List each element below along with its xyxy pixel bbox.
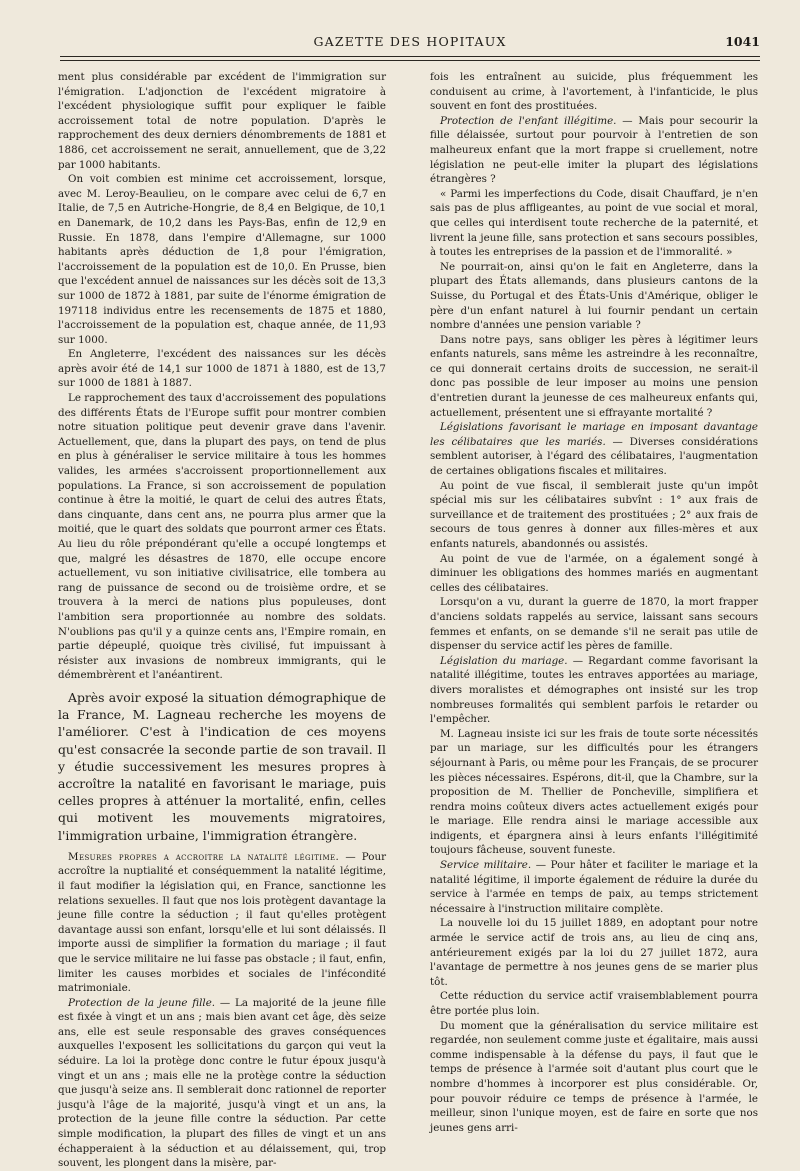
- paragraph: Au point de vue fiscal, il semblerait juste qu'un impôt spécial mis sur les célibataires subvînt : 1° aux frais de surveillance et de traitement des prostituées ; 2° aux frais de secours de tous genres à donner aux filles-mères et aux enfants naturels, abandonnés ou assistés.: [430, 479, 758, 550]
- section-heading: Protection de la jeune fille.: [68, 996, 216, 1009]
- paragraph: En Angleterre, l'excédent des naissances sur les décès après avoir été de 14,1 sur 1000 de 1871 à 1880, est de 13,7 sur 1000 de 1881 à 1887.: [58, 348, 386, 390]
- left-column: [58, 70, 386, 1170]
- section-heading: Législations favorisant le mariage en imposant davantage les célibataires que les mariés.: [430, 421, 758, 448]
- paragraph: ment plus considérable par excédent de l'immigration sur l'émigration. L'adjonction de l'excédent migratoire à l'excédent physiologique suffit pour expliquer le faible accroissement total de notre population. D'après le rapprochement des deux derniers dénombrements de 1881 et 1886, cet accroissement ne serait, annuellement, que de 3,22 par 1000 habitants.: [58, 71, 386, 171]
- paragraph: Dans notre pays, sans obliger les pères à légitimer leurs enfants naturels, sans même les astreindre à les reconnaître, ce qui donnerait certains droits de succession, ne serait-il donc pas possible de leur imposer au moins une pension d'entretien durant la jeunesse de ces malheureux enfants qui, actuellement, présentent une si effrayante mortalité ?: [430, 333, 758, 419]
- paragraph-text: — Mais pour secourir la fille délaissée, surtout pour pourvoir à l'entretien de son malheureux enfant que la mort frappe si cruellement, notre législation ne peut-elle imiter la plupart des législations étrangères ?: [430, 114, 758, 186]
- paragraph-text: — Diverses considérations semblent autoriser, à l'égard des célibataires, l'augmentation de certaines obligations fiscales et militaires.: [430, 435, 758, 478]
- lead-paragraph: Après avoir exposé la situation démographique de la France, M. Lagneau recherche les moyens de l'améliorer. C'est à l'indication de ces moyens qu'est consacrée la seconde partie de son travail. Il y étudie successivement les mesures propres à accroître la natalité en favorisant le mariage, puis celles propres à atténuer la mortalité, enfin, celles qui motivent les mouvements migratoires, l'immigration urbaine, l'immigration étrangère.: [58, 689, 386, 843]
- paragraph: [430, 420, 758, 478]
- right-column: [430, 70, 758, 1160]
- paragraph-text: — Pour accroître la nuptialité et conséquemment la natalité légitime, il faut modifier la législation qui, en France, sanctionne les relations sexuelles. Il faut que nos lois protègent davantage la jeune fille contre la séduction ; il faut qu'elles protègent davantage aussi son enfant, lorsqu'elle et lui sont délaissés. Il importe aussi de simplifier la formation du mariage ; il faut que le service militaire ne lui fasse pas obstacle ; il faut, enfin, limiter les causes morbides et sociales de l'infécondité matrimoniale.: [58, 850, 386, 995]
- section-heading: Législation du mariage.: [440, 654, 568, 667]
- paragraph: Au point de vue de l'armée, on a également songé à diminuer les obligations des hommes mariés en augmentant celles des célibataires.: [430, 552, 758, 594]
- paragraph: Cette réduction du service actif vraisemblablement pourra être portée plus loin.: [430, 990, 758, 1017]
- paragraph: [430, 114, 758, 187]
- paragraph: Ne pourrait-on, ainsi qu'on le fait en Angleterre, dans la plupart des États allemands, dans plusieurs cantons de la Suisse, du Portugal et des États-Unis d'Amérique, obliger le père d'un enfant naturel à lui fournir pendant un certain nombre d'années une pension variable ?: [430, 260, 758, 332]
- running-header: [60, 34, 760, 54]
- paragraph: Lorsqu'on a vu, durant la guerre de 1870, la mort frapper d'anciens soldats rappelés au service, laissant sans secours femmes et enfants, on se demande s'il ne serait pas utile de dispenser du service actif les pères de famille.: [430, 596, 758, 653]
- section-heading: Service militaire.: [440, 859, 532, 872]
- section-heading: Protection de l'enfant illégitime.: [440, 114, 617, 127]
- paragraph: [58, 996, 386, 1171]
- paragraph: On voit combien est minime cet accroissement, lorsque, avec M. Leroy-Beaulieu, on le compare avec celui de 6,7 en Italie, de 7,5 en Autriche-Hongrie, de 8,4 en Belgique, de 10,1 en Danemark, de 10,2 dans les Pays-Bas, enfin de 12,9 en Russie. En 1878, dans l'empire d'Allemagne, sur 1000 habitants après déduction de 1,8 pour l'émigration, l'accroissement de la population est de 10,0. En Prusse, bien que l'excédent annuel de naissances sur les décès soit de 13,3 sur 1000 de 1872 à 1881, par suite de l'énorme émigration de 197118 individus entre les recensements de 1875 et 1880, l'accroissement de la population est, chaque année, de 11,93 sur 1000.: [58, 173, 386, 346]
- paragraph: Du moment que la généralisation du service militaire est regardée, non seulement comme juste et égalitaire, mais aussi comme indispensable à la défense du pays, il faut que le temps de présence à l'armée soit d'autant plus court que le nombre d'hommes à incorporer est plus considérable. Or, pour pouvoir réduire ce temps de présence à l'armée, le meilleur, sinon l'unique moyen, est de faire en sorte que nos jeunes gens arri-: [430, 1019, 758, 1134]
- paragraph: Le rapprochement des taux d'accroissement des populations des différents États de l'Europe suffit pour montrer combien notre situation politique peut devenir grave dans l'avenir. Actuellement, que, dans la plupart des pays, on tend de plus en plus à généraliser le service militaire à tous les hommes valides, les armées s'accroissent proportionnellement aux populations. La France, si son accroissement de population continue à être la moitié, le quart de celui des autres États, dans cinquante, dans cent ans, ne pourra plus armer que la moitié, que le quart des soldats que pourront armer ces États. Au lieu du rôle prépondérant qu'elle a occupé longtemps et que, malgré les désastres de 1870, elle occupe encore actuellement, vu son initiative civilisatrice, elle tombera au rang de puissance de second ou de troisième ordre, et se trouvera à la merci de nations plus populeuses, dont l'ambition sera proportionnée au nombre des soldats. N'oublions pas qu'il y a quinze cents ans, l'Empire romain, en partie dépeuplé, quoique très civilisé, fut impuissant à résister aux invasions de nombreux immigrants, qui le démembrèrent et l'anéantirent.: [58, 392, 386, 682]
- paragraph: fois les entraînent au suicide, plus fréquemment les conduisent au crime, à l'avortement, à l'infanticide, le plus souvent en font des prostituées.: [430, 71, 758, 113]
- paragraph-text: — Regardant comme favorisant la natalité illégitime, toutes les entraves apportées au mariage, divers moralistes et démographes ont insisté sur les trop nombreuses formalités qui semblent parfois le retarder ou l'empêcher.: [430, 654, 758, 726]
- header-rule-thick: [60, 56, 760, 57]
- paragraph: La nouvelle loi du 15 juillet 1889, en adoptant pour notre armée le service actif de trois ans, au lieu de cinq ans, antérieurement exigés par la loi du 27 juillet 1872, aura l'avantage de permettre à nos jeunes gens de se marier plus tôt.: [430, 917, 758, 988]
- journal-title: GAZETTE DES HOPITAUX: [313, 34, 507, 49]
- paragraph: [58, 850, 386, 996]
- paragraph: M. Lagneau insiste ici sur les frais de toute sorte nécessités par un mariage, sur les difficultés pour les étrangers séjournant à Paris, ou même pour les Français, de se procurer les pièces nécessaires. Espérons, dit-il, que la Chambre, sur la proposition de M. Thellier de Poncheville, simplifiera et rendra moins coûteux divers actes actuellement exigés pour le mariage. Elle rendra ainsi le mariage accessible aux indigents, et épargnera ainsi à leurs enfants l'illégitimité toujours fâcheuse, souvent funeste.: [430, 727, 758, 857]
- paragraph-text: — Pour hâter et faciliter le mariage et la natalité légitime, il importe également de réduire la durée du service à l'armée en temps de paix, au temps strictement nécessaire à l'instruction militaire complète.: [430, 859, 758, 915]
- paragraph-text: — La majorité de la jeune fille est fixée à vingt et un ans ; mais bien avant cet âge, dès seize ans, elle est seule responsable des graves conséquences auxquelles l'exposent les sollicitations du garçon qui veut la séduire. La loi la protège donc contre le futur époux jusqu'à vingt et un ans ; mais elle ne la protège contre la séduction que jusqu'à seize ans. Il semblerait donc rationnel de reporter jusqu'à l'âge de la majorité, jusqu'à vingt et un ans, la protection de la jeune fille contre la séduction. Par cette simple modification, la plupart des filles de vingt et un ans échapperaient à la séduction et au délaissement, qui, trop souvent, les plongent dans la misère, par-: [58, 996, 386, 1170]
- paragraph: [430, 858, 758, 916]
- paragraph: « Parmi les imperfections du Code, disait Chauffard, je n'en sais pas de plus affligeantes, au point de vue social et moral, que celles qui interdisent toute recherche de la paternité, et livrent la jeune fille, sans protection et sans secours possibles, à toutes les entreprises de la passion et de l'immoralité. »: [430, 187, 758, 259]
- section-heading: Mesures propres a accroitre la natalité légitime.: [68, 850, 340, 863]
- header-rule-thin: [60, 60, 760, 61]
- paragraph: [430, 654, 758, 727]
- page-number: 1041: [725, 34, 760, 49]
